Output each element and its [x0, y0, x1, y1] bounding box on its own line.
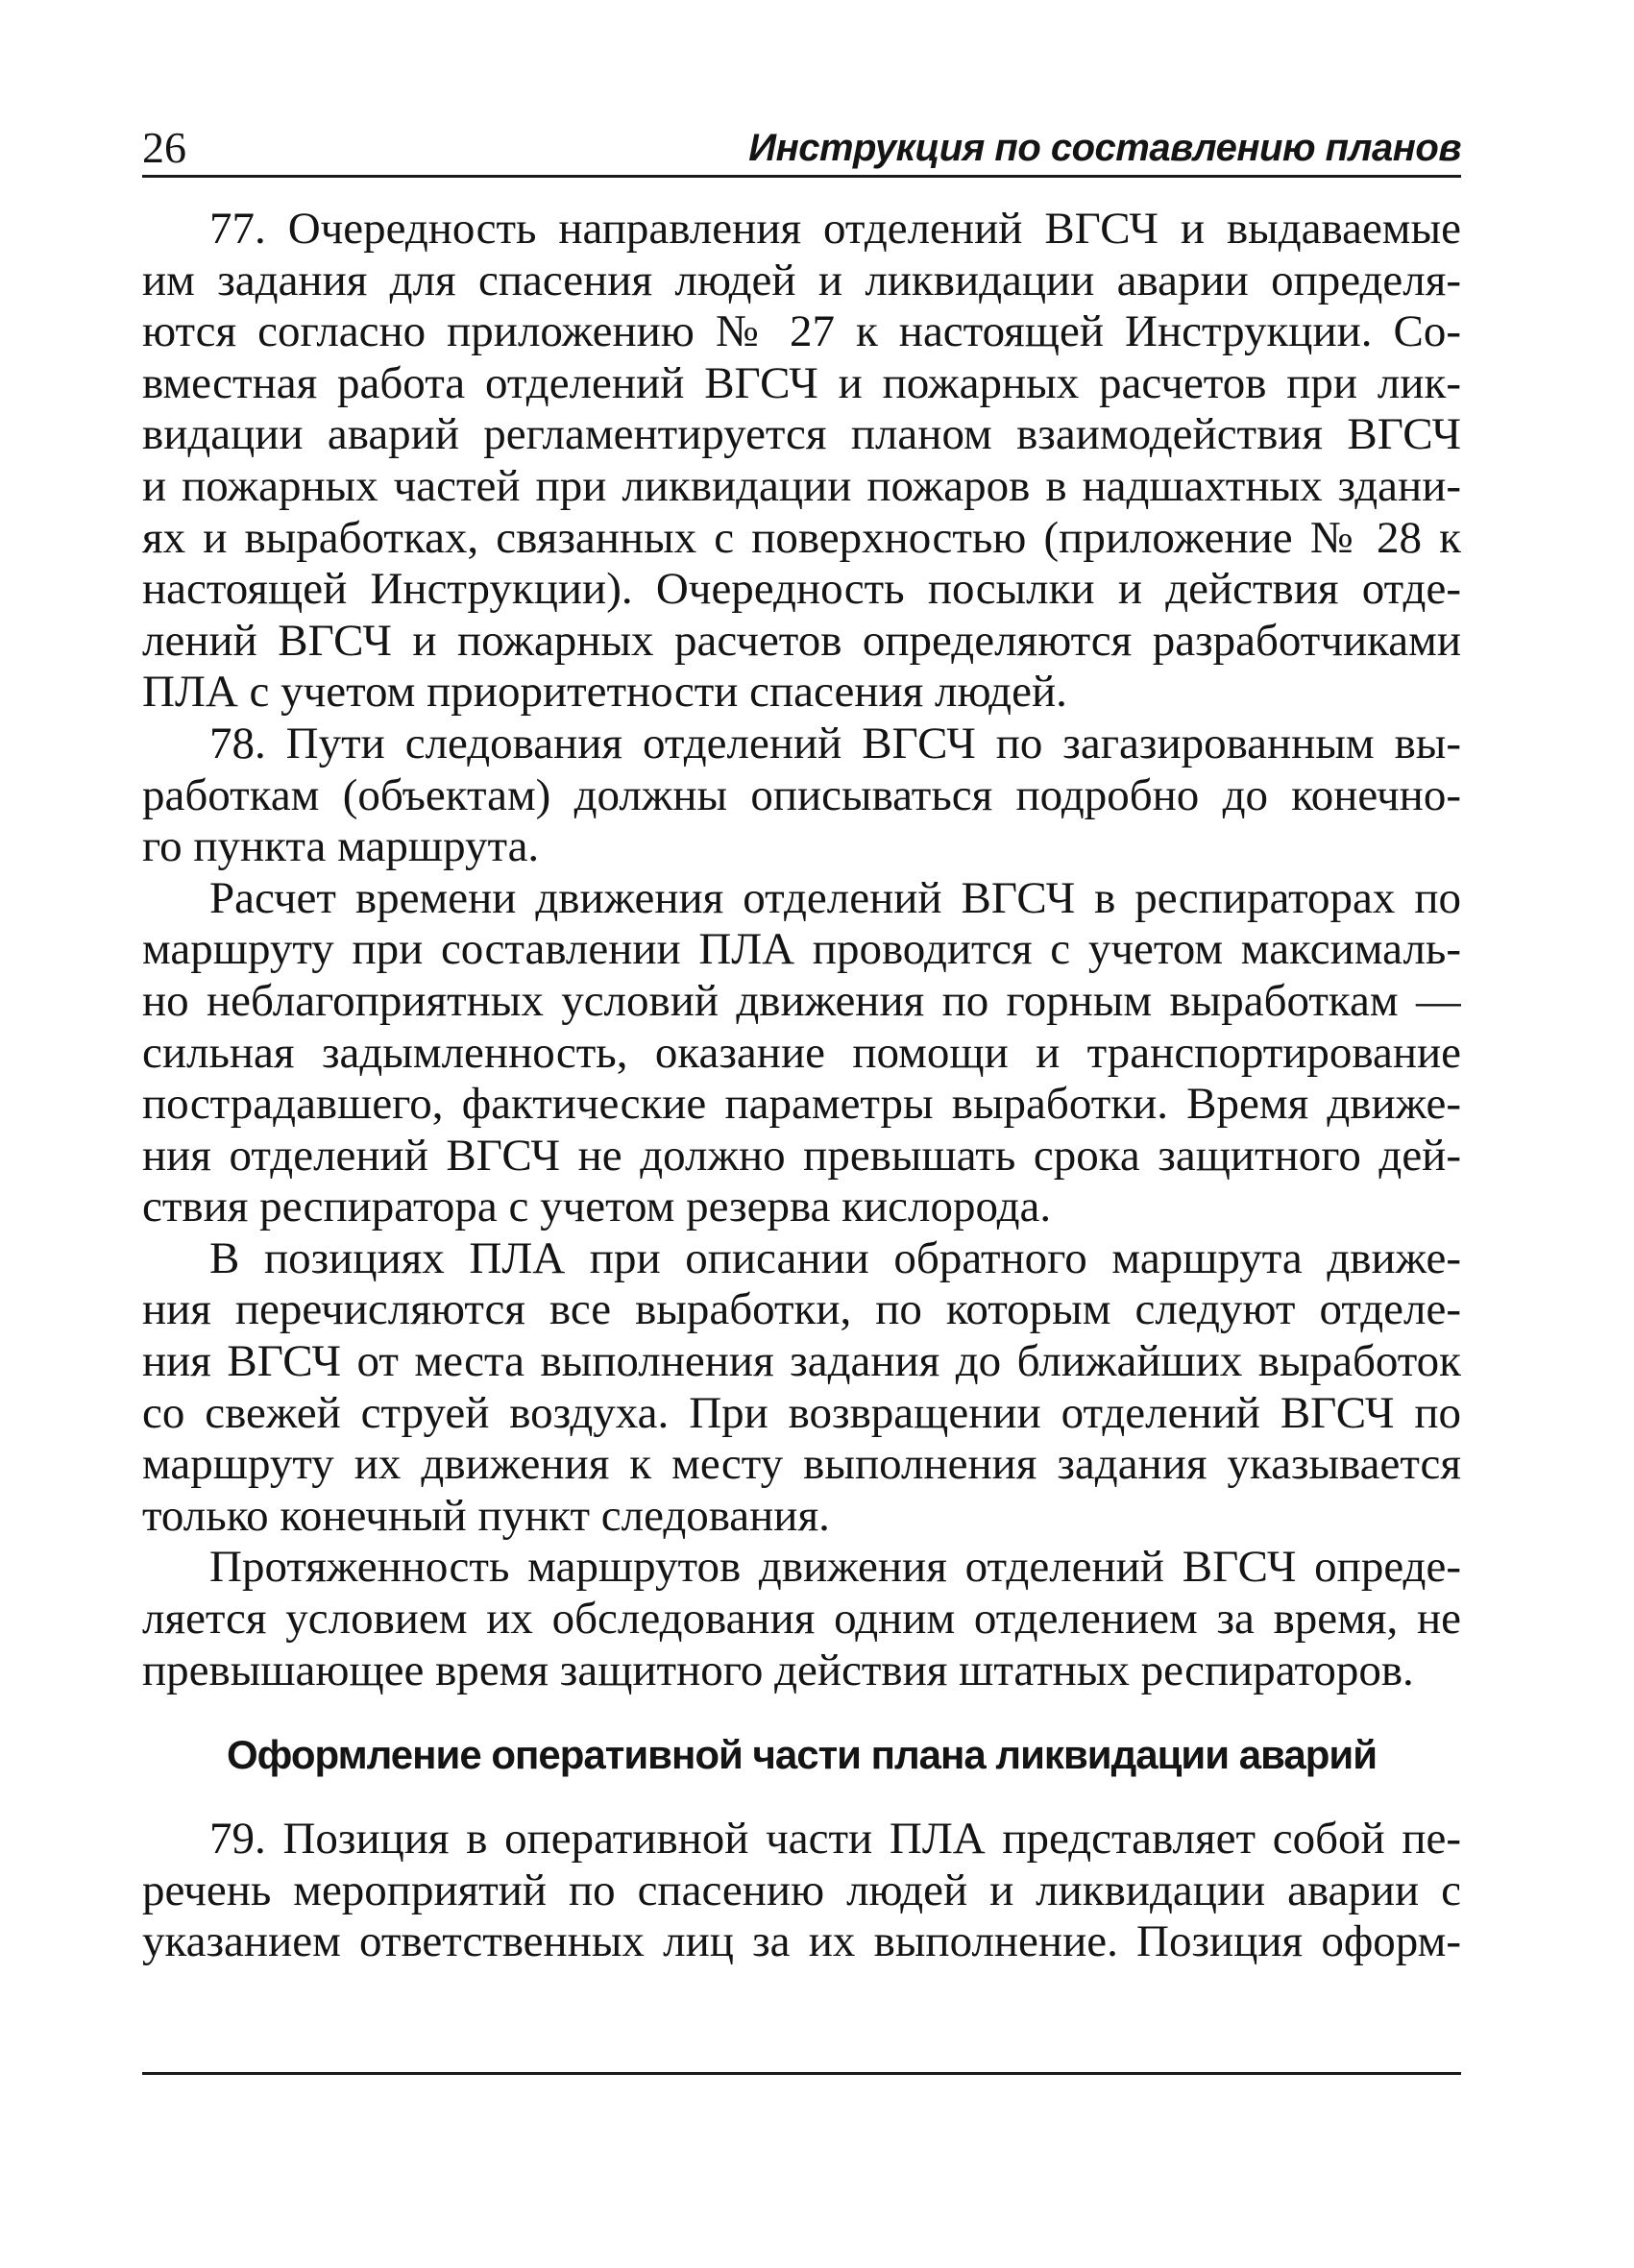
text-line: со свежей струей воздуха. При возвращении отделений ВГСЧ по: [142, 1387, 1461, 1438]
paragraph-77: [142, 204, 1461, 719]
text-line: ПЛА с учетом приоритетности спасения людей.: [142, 667, 1067, 718]
page-header: [142, 123, 1461, 173]
body-text: [142, 204, 1461, 1968]
text-line: В позициях ПЛА при описании обратного маршрута движе-: [209, 1232, 1461, 1283]
text-line: речень мероприятий по спасению людей и ликвидации аварии с: [142, 1865, 1461, 1915]
text-line: но неблагоприятных условий движения по горным выработкам —: [142, 975, 1461, 1026]
text-line: превышающее время защитного действия штатных респираторов.: [142, 1645, 1414, 1695]
text-line: ях и выработках, связанных с поверхностью (приложение № 28 к: [142, 512, 1461, 563]
text-line: маршруту их движения к месту выполнения задания указывается: [142, 1439, 1461, 1490]
text-line: ния перечисляются все выработки, по которым следуют отделе-: [142, 1284, 1461, 1335]
text-line: ются согласно приложению № 27 к настоящей Инструкции. Со-: [142, 306, 1461, 357]
text-line: видации аварий регламентируется планом взаимодействия ВГСЧ: [142, 409, 1461, 460]
text-line: ния ВГСЧ от места выполнения задания до ближайших выработок: [142, 1336, 1461, 1387]
page-number: 26: [142, 123, 186, 172]
text-line: пострадавшего, фактические параметры выработки. Время движе-: [142, 1079, 1461, 1130]
header-rule: [142, 175, 1461, 178]
paragraph-79: [142, 1814, 1461, 1968]
text-line: ния отделений ВГСЧ не должно превышать срока защитного дей-: [142, 1130, 1461, 1181]
section-heading: Оформление оперативной части плана ликвидации аварий: [226, 1732, 1378, 1778]
text-line: только конечный пункт следования.: [142, 1490, 830, 1541]
text-line: 78. Пути следования отделений ВГСЧ по загазированным вы-: [209, 718, 1461, 768]
text-line: настоящей Инструкции). Очередность посылки и действия отде-: [142, 564, 1461, 615]
text-line: Протяженность маршрутов движения отделений ВГСЧ опреде-: [209, 1542, 1461, 1593]
paragraph-route-length: [142, 1542, 1461, 1696]
text-line: маршруту при составлении ПЛА проводится с учетом максималь-: [142, 924, 1461, 975]
text-line: лений ВГСЧ и пожарных расчетов определяются разработчиками: [142, 615, 1461, 666]
text-line: ляется условием их обследования одним отделением за время, не: [142, 1594, 1461, 1645]
text-line: 79. Позиция в оперативной части ПЛА представляет собой пе-: [209, 1814, 1461, 1865]
paragraph-return-route: [142, 1233, 1461, 1543]
text-line: го пункта маршрута.: [142, 821, 540, 872]
text-line: работкам (объектам) должны описываться подробно до конечно-: [142, 769, 1461, 820]
paragraph-route-time: [142, 873, 1461, 1233]
text-line: указанием ответственных лиц за их выполнение. Позиция оформ-: [142, 1916, 1461, 1967]
running-title: Инструкция по составлению планов: [748, 127, 1461, 169]
text-line: вместная работа отделений ВГСЧ и пожарных расчетов при лик-: [142, 357, 1461, 408]
text-line: ствия респиратора с учетом резерва кислорода.: [142, 1182, 1052, 1232]
paragraph-78: [142, 719, 1461, 873]
text-line: сильная задымленность, оказание помощи и транспортирование: [142, 1027, 1461, 1078]
text-line: и пожарных частей при ликвидации пожаров в надшахтных здани-: [142, 460, 1461, 511]
footer-rule: [142, 2072, 1461, 2075]
text-line: 77. Очередность направления отделений ВГСЧ и выдаваемые: [209, 204, 1461, 254]
text-line: им задания для спасения людей и ликвидации аварии определя-: [142, 255, 1461, 305]
text-line: Расчет времени движения отделений ВГСЧ в респираторах по: [209, 872, 1461, 923]
